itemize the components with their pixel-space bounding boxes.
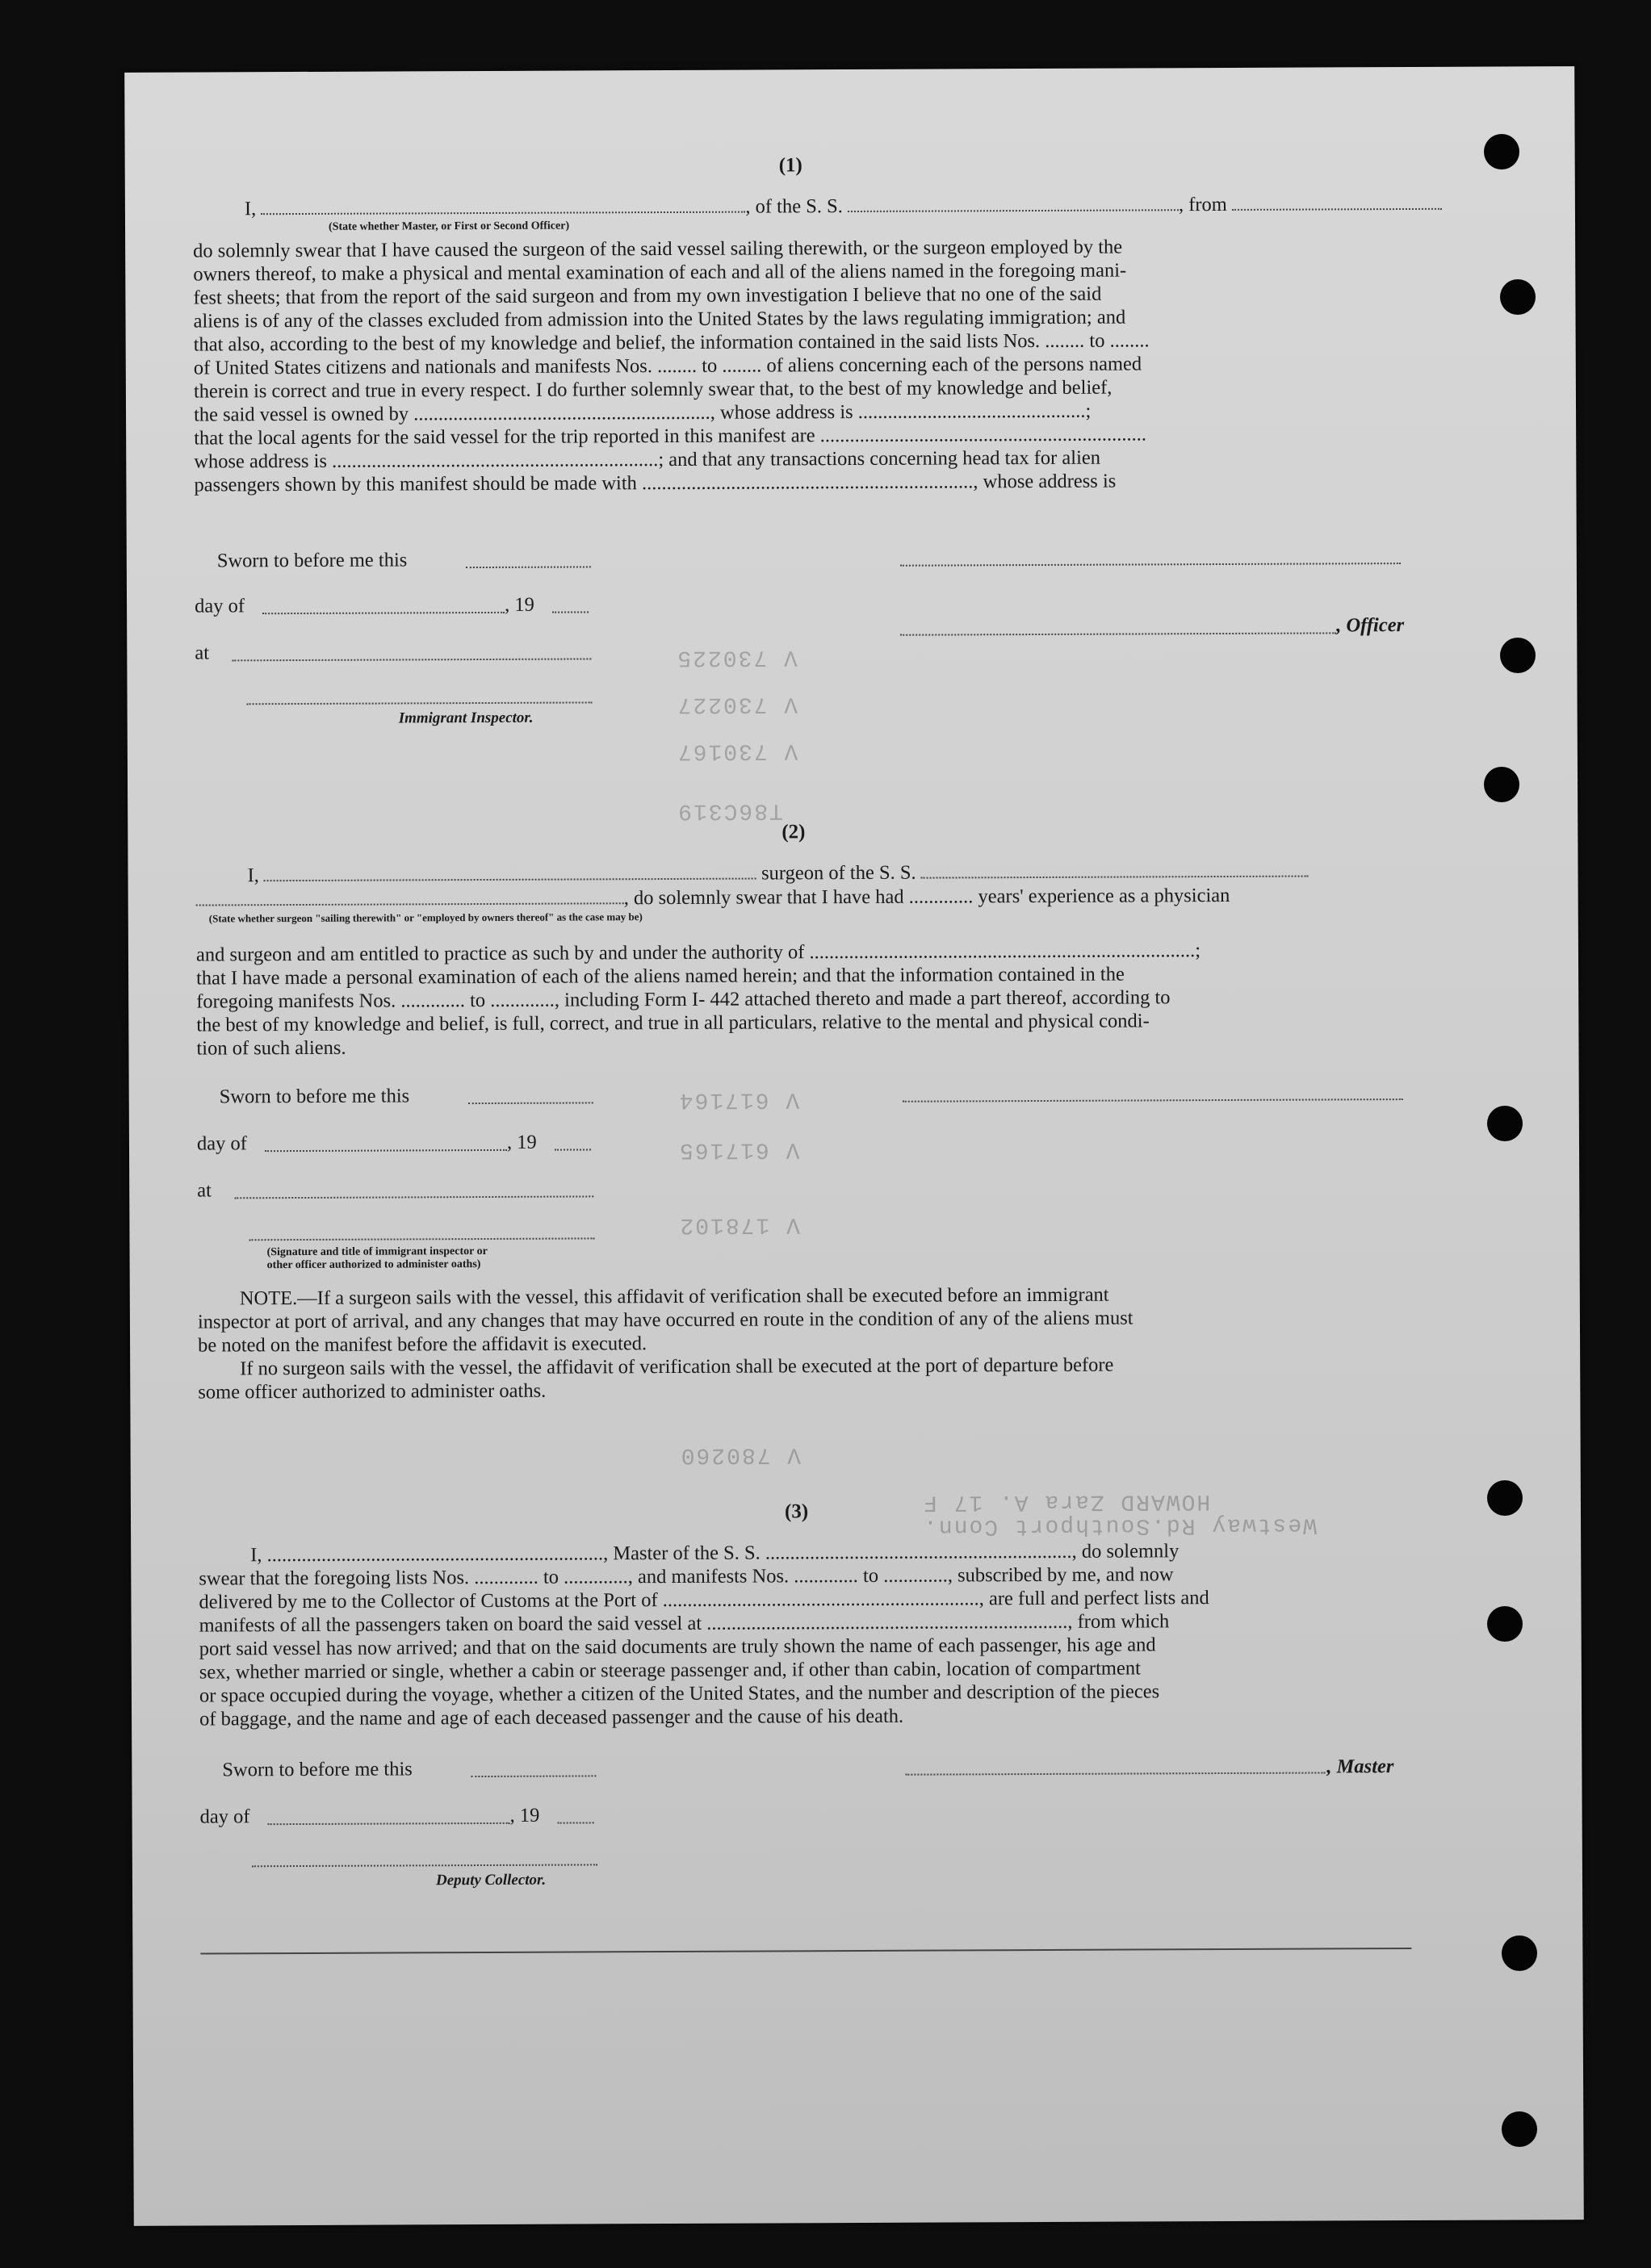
master-signature-line	[905, 1772, 1325, 1775]
punch-hole	[1502, 2111, 1537, 2147]
punch-hole	[1502, 1935, 1537, 1971]
authority-note: other officer authorized to administer oaths)	[266, 1258, 481, 1272]
master-label: , Master	[1326, 1755, 1394, 1778]
oath-line: that also, according to the best of my knowledge and belief, the information contained in the said lists Nos. ........ to ........	[193, 329, 1150, 356]
oath-line: the best of my knowledge and belief, is full, correct, and true in all particulars, relative to the mental and physical condi-	[196, 1010, 1150, 1036]
sworn-label: Sworn to before me this	[219, 1085, 410, 1108]
oath-line: and surgeon and am entitled to practice as such by and under the authority of ..............................................................................;	[195, 939, 1201, 966]
oath-line: foregoing manifests Nos. ............. to ............., including Form I- 442 attached thereto and made a part thereof, according to	[196, 986, 1171, 1013]
oath-line: or space occupied during the voyage, whether a citizen of the United States, and the number and description of the pieces	[199, 1680, 1160, 1707]
surgeon-line: I, surgeon of the S. S.	[247, 862, 1308, 886]
bleed-through-text: Westway Rd.Southport Conn.	[921, 1512, 1317, 1539]
punch-hole	[1500, 279, 1536, 315]
bleed-through-text: V 780260	[679, 1442, 802, 1467]
inspector-label: Immigrant Inspector.	[398, 709, 534, 727]
oath-line: therein is correct and true in every respect. I do further solemnly swear that, to the best of my knowledge and belief,	[193, 376, 1113, 403]
bleed-through-text: V 617165	[677, 1136, 800, 1162]
at-line	[232, 658, 591, 661]
day-of-label: day of	[195, 595, 245, 617]
punch-hole	[1487, 1106, 1523, 1141]
collector-signature-line	[252, 1864, 597, 1867]
at-label: at	[195, 642, 210, 664]
bleed-through-text: V 730167	[676, 738, 798, 764]
year-line	[558, 1822, 594, 1823]
oath-line: owners thereof, to make a physical and mental examination of each and all of the aliens named in the foregoing mani-	[193, 259, 1127, 286]
oath-line: manifests of all the passengers taken on board the said vessel at ........................................................................., from which	[199, 1610, 1170, 1637]
bleed-through-text: V 730225	[676, 644, 798, 670]
master-line: I, , of the S. S. , from	[245, 195, 1442, 220]
punch-hole	[1487, 1480, 1523, 1516]
officer-line	[900, 632, 1336, 635]
sworn-date-line	[468, 1102, 593, 1104]
collector-label: Deputy Collector.	[435, 1871, 547, 1889]
at-line	[234, 1195, 593, 1199]
sworn-label: Sworn to before me this	[222, 1758, 413, 1781]
authority-signature-line	[249, 1237, 594, 1241]
day-of-label: day of	[196, 1132, 247, 1155]
oath-line: of baggage, and the name and age of each deceased passenger and the cause of his death.	[199, 1705, 904, 1730]
note-line: inspector at port of arrival, and any changes that may have occurred en route in the condition of any of the aliens must	[197, 1307, 1133, 1333]
sworn-date-line	[466, 566, 591, 568]
oath-line: swear that the foregoing lists Nos. ............. to ............., and manifests Nos. ............. to ............., subscribed by me, and now	[199, 1563, 1174, 1590]
oath-line: whose address is ..................................................................; and that any transactions concerning head tax for alien	[194, 446, 1101, 473]
section-1-heading: (1)	[778, 154, 802, 177]
note-line: some officer authorized to administer oaths.	[198, 1379, 547, 1404]
year-line	[552, 611, 589, 613]
oath-line: the said vessel is owned by ............................................................, whose address is ..............................................;	[193, 400, 1092, 426]
sworn-label: Sworn to before me this	[216, 549, 408, 572]
oath-line: of United States citizens and nationals and manifests Nos. ........ to ........ of aliens concerning each of the persons named	[193, 353, 1142, 379]
authority-note: (Signature and title of immigrant inspector or	[266, 1245, 488, 1259]
at-label: at	[197, 1179, 212, 1202]
bleed-through-text: T86C319	[677, 797, 783, 823]
year-line	[555, 1149, 591, 1150]
footer-rule	[200, 1948, 1411, 1955]
sworn-date-line	[471, 1775, 596, 1777]
punch-hole	[1484, 134, 1519, 169]
day-of-line	[262, 612, 505, 614]
oath-line: delivered by me to the Collector of Customs at the Port of ................................................................, are full and perfect lists and	[199, 1587, 1209, 1613]
oath-line: I, ...................................................................., Master of the S. S. .............................................................., do solemnly	[250, 1540, 1180, 1567]
officer-signature-line	[900, 563, 1401, 567]
year-label: , 19	[505, 593, 534, 616]
year-label: , 19	[506, 1131, 537, 1153]
oath-line: sex, whether married or single, whether a cabin or steerage passenger and, if other than cabin, location of compartment	[199, 1657, 1141, 1684]
section-3-heading: (3)	[784, 1500, 809, 1523]
surgeon-experience-line: , do solemnly swear that I have had ............. years' experience as a physician	[196, 886, 1230, 910]
oath-line: aliens is of any of the classes excluded from admission into the United States by the laws regulating immigration; and	[193, 306, 1126, 333]
punch-hole	[1484, 767, 1519, 802]
day-of-line	[268, 1822, 510, 1825]
bleed-through-text: V 617164	[677, 1086, 800, 1112]
oath-line: port said vessel has now arrived; and that on the said documents are truly shown the name of each passenger, his age and	[199, 1634, 1156, 1660]
bleed-through-text: V 730227	[676, 691, 798, 717]
officer-label: , Officer	[1336, 614, 1405, 637]
note-line: NOTE.—If a surgeon sails with the vessel, this affidavit of verification shall be executed before an immigrant	[239, 1283, 1109, 1310]
punch-hole	[1500, 638, 1536, 673]
oath-line: do solemnly swear that I have caused the surgeon of the said vessel sailing therewith, or the surgeon employed by the	[193, 236, 1123, 262]
surgeon-note: (State whether surgeon "sailing therewith" or "employed by owners thereof" as the case may be)	[208, 910, 643, 925]
note-line: be noted on the manifest before the affidavit is executed.	[198, 1333, 647, 1357]
oath-line: passengers shown by this manifest should be made with ..................................................................., whose address is	[194, 470, 1117, 496]
officer-note: (State whether Master, or First or Second Officer)	[328, 220, 570, 233]
inspector-signature-line	[247, 701, 593, 705]
day-of-line	[265, 1149, 507, 1152]
note-line: If no surgeon sails with the vessel, the affidavit of verification shall be executed at the port of departure before	[240, 1354, 1114, 1380]
year-label: , 19	[509, 1804, 540, 1827]
oath-line: that I have made a personal examination of each of the aliens named herein; and that the information contained in the	[196, 963, 1125, 990]
manifest-sheet	[124, 66, 1584, 2226]
bleed-through-text: HOWARD Zara A. 17 F	[921, 1488, 1211, 1515]
oath-line: fest sheets; that from the report of the said surgeon and from my own investigation I believe that no one of the said	[193, 282, 1102, 309]
punch-hole	[1487, 1606, 1523, 1642]
section-2-heading: (2)	[782, 821, 806, 843]
surgeon-signature-line	[903, 1098, 1403, 1103]
oath-line: tion of such aliens.	[196, 1036, 346, 1060]
day-of-label: day of	[199, 1806, 250, 1828]
bleed-through-text: V 178102	[678, 1211, 800, 1237]
oath-line: that the local agents for the said vessel for the trip reported in this manifest are ..................................................................	[194, 423, 1147, 450]
